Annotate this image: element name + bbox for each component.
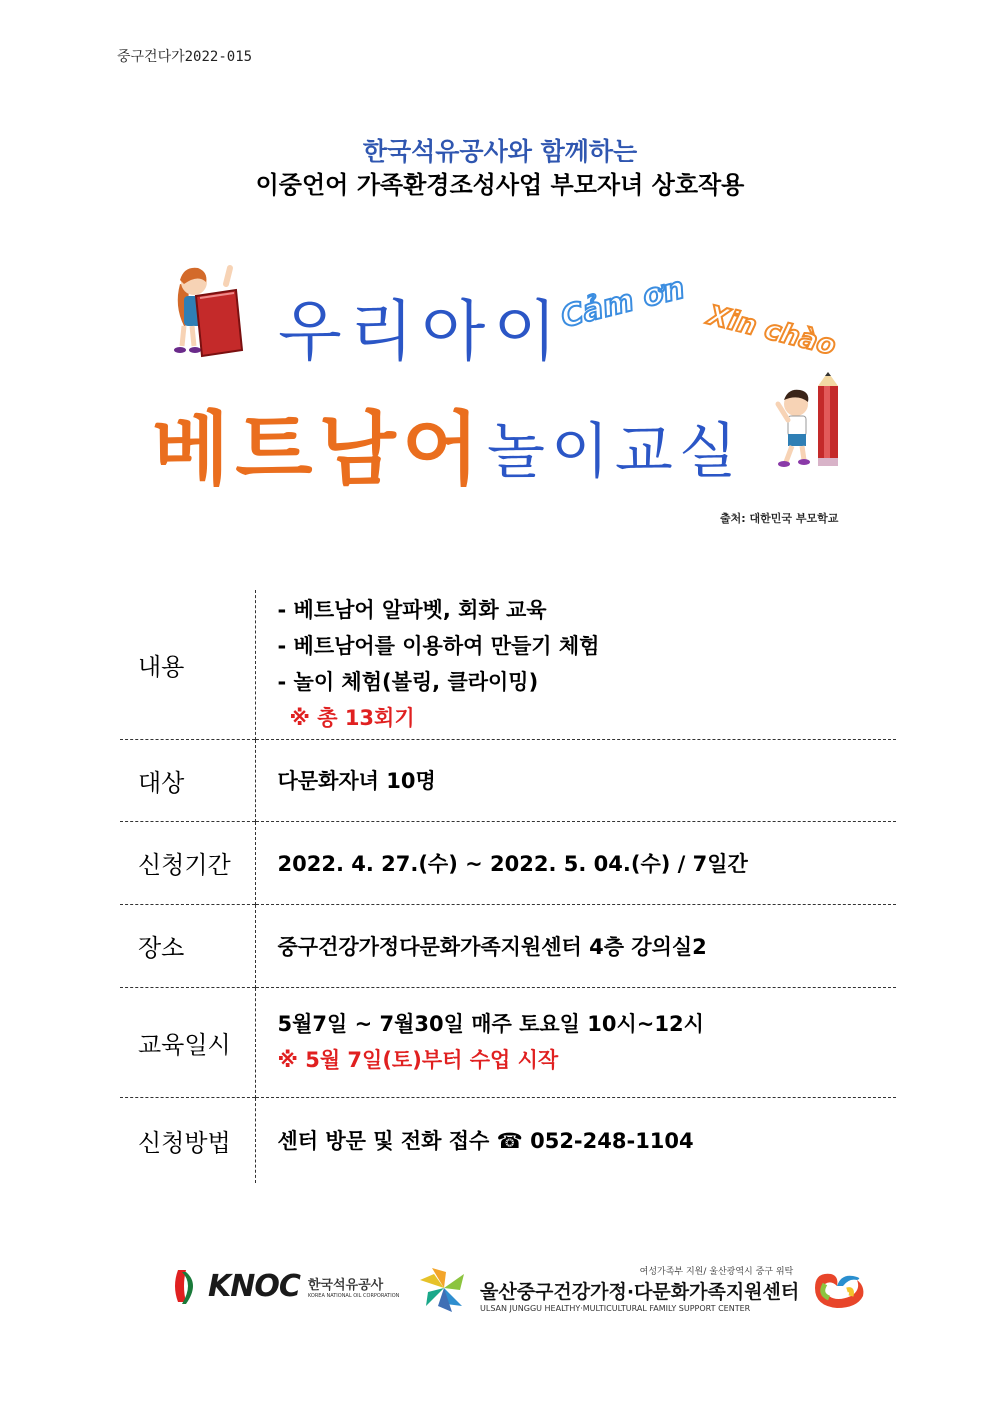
value-period: 2022. 4. 27.(수) ~ 2022. 5. 04.(수) / 7일간 xyxy=(255,821,896,904)
value-content xyxy=(255,590,896,739)
row-period xyxy=(120,821,896,904)
knoc-emblem-icon xyxy=(170,1266,202,1306)
label-schedule: 교육일시 xyxy=(120,987,255,1097)
value-apply: 센터 방문 및 전화 접수 ☎ 052-248-1104 xyxy=(255,1097,896,1183)
subtitle-program: 이중언어 가족환경조성사업 부모자녀 상호작용 xyxy=(255,171,745,199)
value-place: 중구건강가정다문화가족지원센터 4층 강의실2 xyxy=(255,904,896,987)
label-target: 대상 xyxy=(120,739,255,821)
knoc-name-en: KOREA NATIONAL OIL CORPORATION xyxy=(307,1292,400,1299)
row-target xyxy=(120,739,896,821)
row-schedule xyxy=(120,987,896,1097)
decorative-word-cam-on: Cảm ơn xyxy=(557,270,689,335)
title-line2-play-class: 놀이교실 xyxy=(487,417,743,487)
content-line: - 베트남어 알파벳, 회화 교육 xyxy=(277,598,547,623)
heart-family-icon xyxy=(807,1266,869,1310)
program-info-table xyxy=(120,590,896,1183)
decorative-word-xin-chao: Xin chào xyxy=(704,300,839,362)
content-line: - 놀이 체험(볼링, 클라이밍) xyxy=(277,670,539,695)
row-content xyxy=(120,590,896,739)
label-apply: 신청방법 xyxy=(120,1097,255,1183)
knoc-name-ko: 한국석유공사 xyxy=(307,1277,384,1293)
image-source-note: 출처: 대한민국 부모학교 xyxy=(720,512,839,525)
pinwheel-icon xyxy=(416,1262,472,1314)
center-name-en: ULSAN JUNGGU HEALTHY·MULTICULTURAL FAMILY SUPPORT CENTER xyxy=(480,1303,751,1313)
row-apply xyxy=(120,1097,896,1183)
value-target: 다문화자녀 10명 xyxy=(255,739,896,821)
document-number: 중구건다가2022-015 xyxy=(117,49,253,65)
title-line1: 우리아이 xyxy=(278,293,566,370)
row-place xyxy=(120,904,896,987)
title-line2-vietnamese: 베트남어 xyxy=(152,403,486,496)
subtitle-sponsor: 한국석유공사와 함께하는 xyxy=(362,137,638,166)
label-content: 내용 xyxy=(120,590,255,739)
schedule-value: 5월7일 ~ 7월30일 매주 토요일 10시~12시 xyxy=(277,1012,704,1036)
girl-with-book-illustration xyxy=(170,262,250,362)
schedule-note: ※ 5월 7일(토)부터 수업 시작 xyxy=(277,1048,559,1072)
knoc-wordmark: KNOC xyxy=(208,1268,300,1304)
boy-with-pencil-illustration xyxy=(770,370,850,470)
content-note: ※ 총 13회기 xyxy=(289,706,415,731)
center-name-ko: 울산중구건강가정·다문화가족지원센터 xyxy=(480,1280,800,1303)
center-sponsor: 여성가족부 지원/ 울산광역시 중구 위탁 xyxy=(639,1266,794,1277)
knoc-logo xyxy=(170,1266,399,1306)
center-logo xyxy=(416,1262,869,1314)
content-line: - 베트남어를 이용하여 만들기 체험 xyxy=(277,634,600,659)
label-place: 장소 xyxy=(120,904,255,987)
label-period: 신청기간 xyxy=(120,821,255,904)
value-schedule xyxy=(255,987,896,1097)
